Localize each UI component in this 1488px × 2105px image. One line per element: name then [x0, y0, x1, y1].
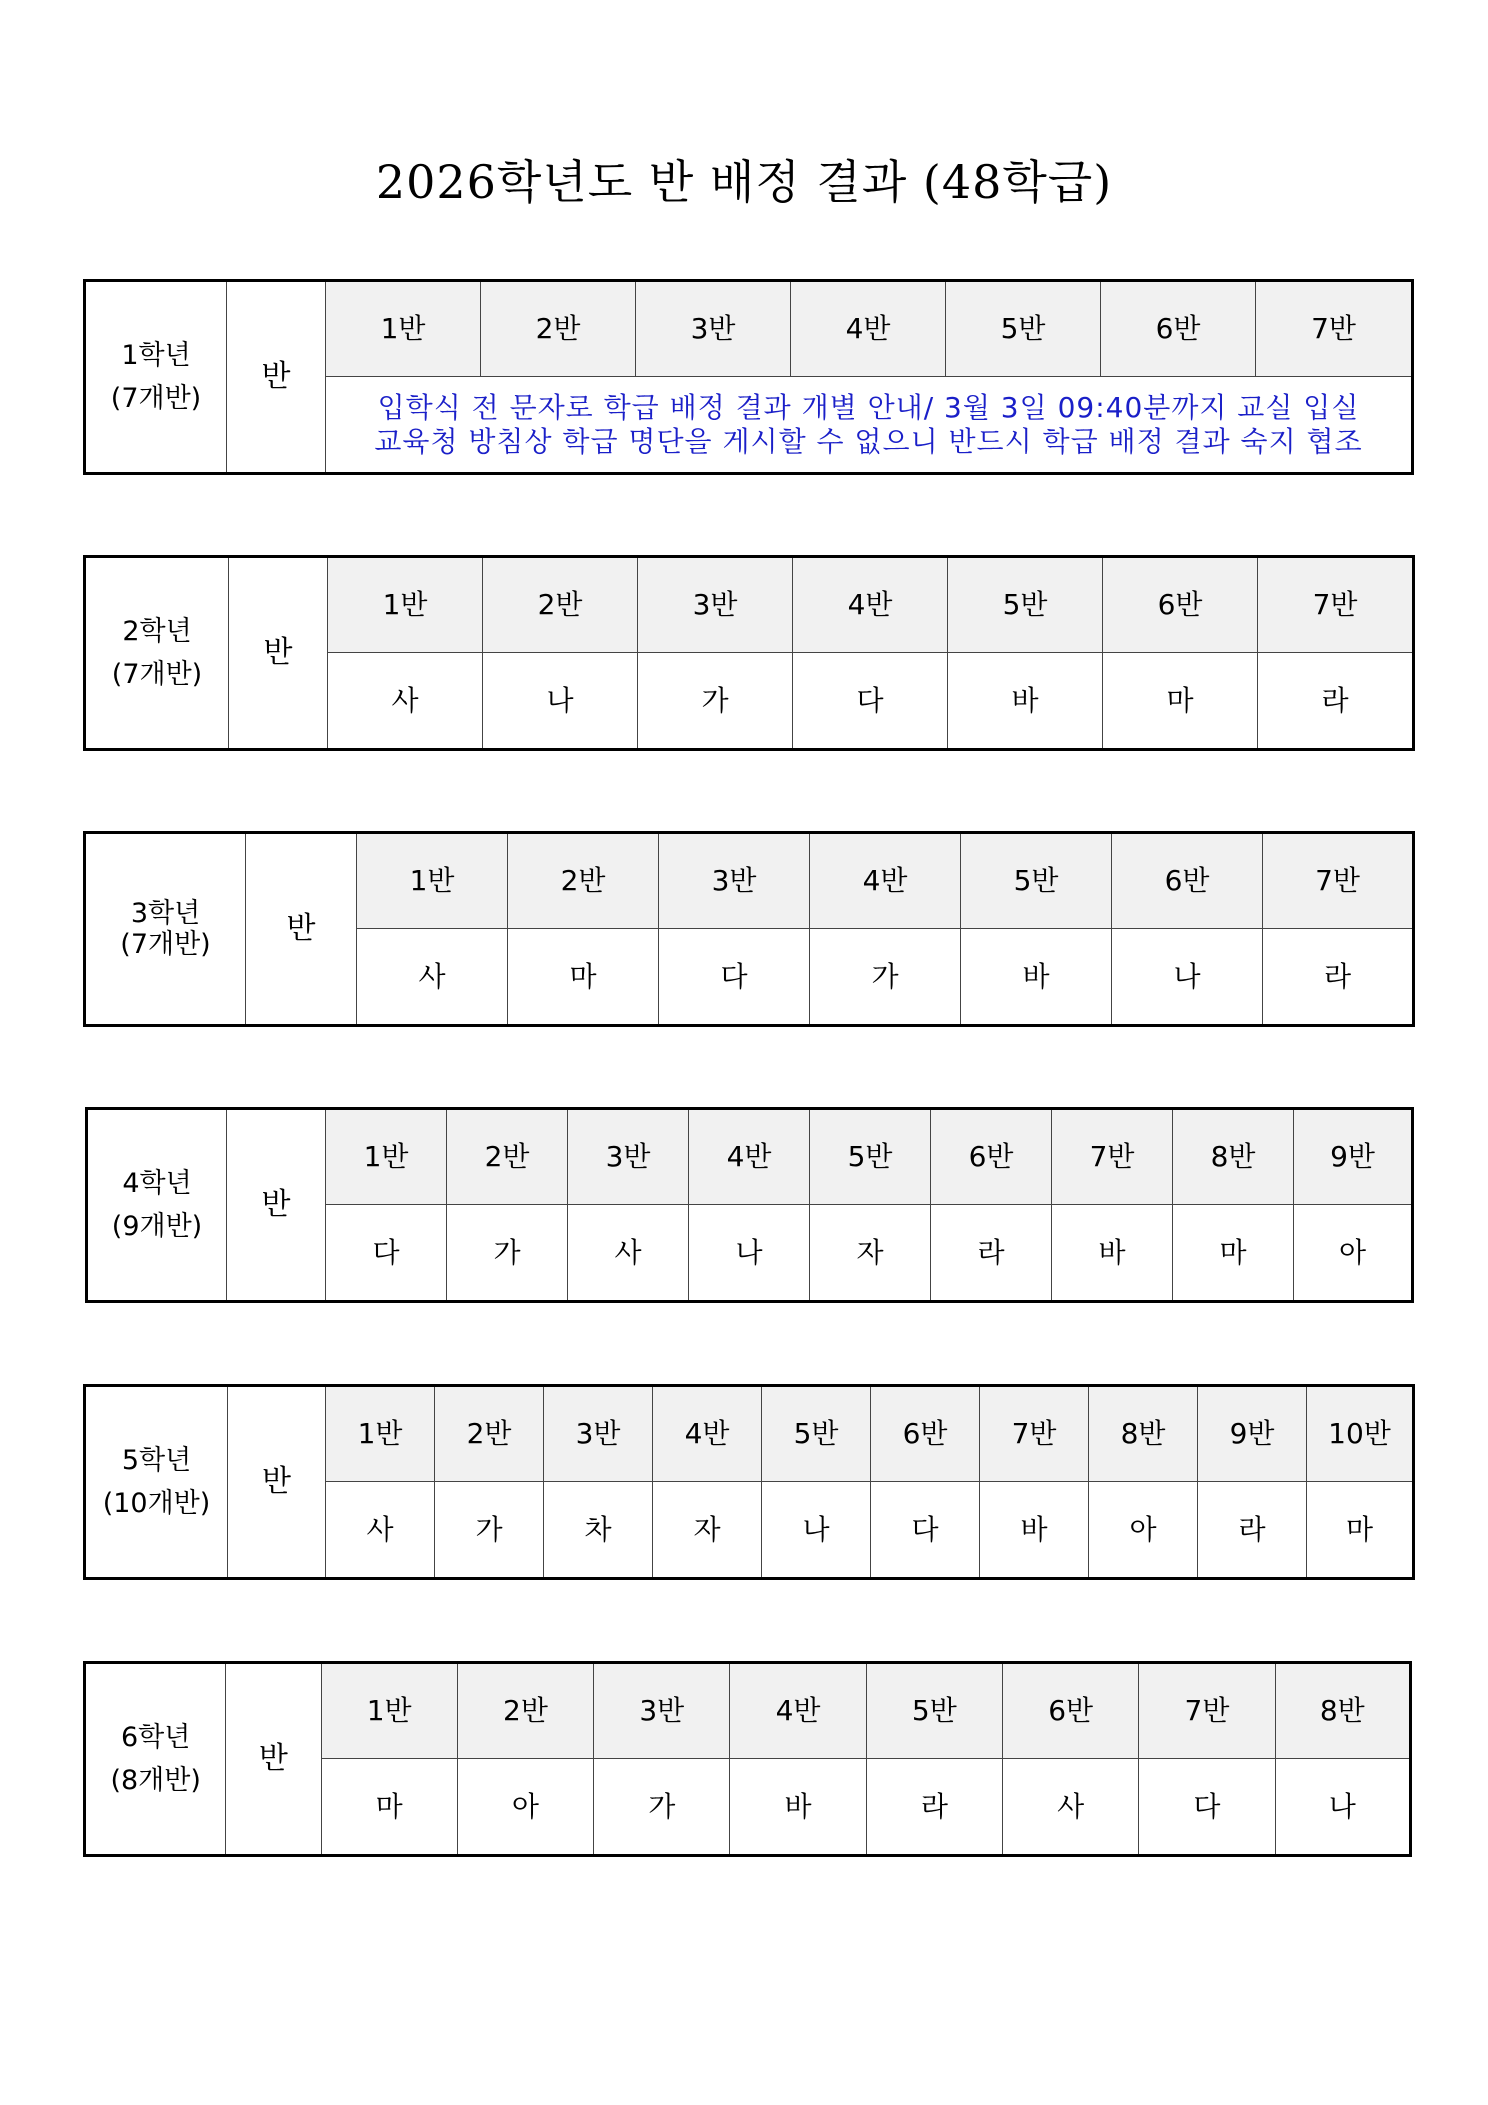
class-assignment: 마: [1173, 1205, 1294, 1302]
class-header: 6반: [1103, 557, 1258, 653]
class-assignment: 나: [689, 1205, 810, 1302]
grade-label: 1학년 (7개반): [85, 281, 227, 474]
class-header: 4반: [730, 1663, 866, 1759]
page-title: 2026학년도 반 배정 결과 (48학급): [375, 155, 1113, 209]
class-assignment: 자: [810, 1205, 931, 1302]
grade-label: 4학년 (9개반): [87, 1109, 227, 1302]
class-assignment: 마: [1103, 653, 1258, 750]
class-header: 4반: [810, 833, 961, 929]
class-header: 7반: [1052, 1109, 1173, 1205]
class-header: 6반: [1101, 281, 1256, 377]
ban-header: 반: [246, 833, 357, 1026]
class-header: 2반: [508, 833, 659, 929]
class-header: 4반: [653, 1386, 762, 1482]
class-header: 4반: [791, 281, 946, 377]
notice-line: 교육청 방침상 학급 명단을 게시할 수 없으니 반드시 학급 배정 결과 숙지 협조: [374, 424, 1363, 458]
ban-header: 반: [228, 1386, 326, 1579]
class-assignment: 바: [1052, 1205, 1173, 1302]
class-header: 4반: [793, 557, 948, 653]
grade-2-table: [83, 555, 1415, 751]
class-header: 7반: [980, 1386, 1089, 1482]
class-header: 6반: [931, 1109, 1052, 1205]
class-assignment: 나: [1275, 1759, 1410, 1856]
grade-4-table: [85, 1107, 1414, 1303]
class-assignment: 바: [730, 1759, 866, 1856]
class-assignment: 자: [653, 1482, 762, 1579]
class-assignment: 다: [1139, 1759, 1275, 1856]
class-header: 3반: [638, 557, 793, 653]
class-header: 6반: [871, 1386, 980, 1482]
class-header: 8반: [1089, 1386, 1198, 1482]
class-assignment: 라: [1258, 653, 1414, 750]
class-assignment: 라: [866, 1759, 1002, 1856]
class-header: 5반: [810, 1109, 931, 1205]
class-header: 6반: [1003, 1663, 1139, 1759]
class-header: 7반: [1258, 557, 1414, 653]
class-header: 7반: [1139, 1663, 1275, 1759]
ban-header: 반: [226, 1663, 321, 1856]
class-header: 5반: [866, 1663, 1002, 1759]
class-header: 5반: [762, 1386, 871, 1482]
class-assignment: 마: [321, 1759, 457, 1856]
class-header: 5반: [948, 557, 1103, 653]
class-assignment: 차: [544, 1482, 653, 1579]
class-header: 2반: [481, 281, 636, 377]
class-assignment: 아: [457, 1759, 593, 1856]
class-assignment: 다: [871, 1482, 980, 1579]
notice-line: 입학식 전 문자로 학급 배정 결과 개별 안내/ 3월 3일 09:40분까지 교실 입실: [377, 390, 1360, 424]
class-assignment: 마: [508, 929, 659, 1026]
class-header: 7반: [1263, 833, 1414, 929]
class-assignment: 아: [1089, 1482, 1198, 1579]
class-header: 1반: [321, 1663, 457, 1759]
class-header: 3반: [636, 281, 791, 377]
class-header: 1반: [326, 1386, 435, 1482]
grade-label: 5학년 (10개반): [85, 1386, 228, 1579]
class-header: 3반: [659, 833, 810, 929]
class-assignment: 사: [326, 1482, 435, 1579]
class-header: 5반: [961, 833, 1112, 929]
ban-header: 반: [229, 557, 328, 750]
class-header: 2반: [483, 557, 638, 653]
class-assignment: 사: [328, 653, 483, 750]
class-assignment: 가: [447, 1205, 568, 1302]
class-assignment: 라: [931, 1205, 1052, 1302]
class-assignment: 다: [793, 653, 948, 750]
class-assignment: 라: [1263, 929, 1414, 1026]
class-assignment: 사: [1003, 1759, 1139, 1856]
class-header: 7반: [1256, 281, 1413, 377]
ban-header: 반: [227, 281, 326, 474]
class-header: 6반: [1112, 833, 1263, 929]
class-header: 8반: [1275, 1663, 1410, 1759]
class-assignment: 나: [762, 1482, 871, 1579]
class-assignment: 바: [980, 1482, 1089, 1579]
class-header: 2반: [457, 1663, 593, 1759]
class-assignment: 바: [948, 653, 1103, 750]
grade-label: 2학년 (7개반): [85, 557, 229, 750]
class-assignment: 나: [1112, 929, 1263, 1026]
class-header: 4반: [689, 1109, 810, 1205]
class-assignment: 바: [961, 929, 1112, 1026]
class-header: 2반: [447, 1109, 568, 1205]
grade-label: 3학년 (7개반): [85, 833, 246, 1026]
class-assignment: 가: [594, 1759, 730, 1856]
class-header: 1반: [328, 557, 483, 653]
class-header: 9반: [1198, 1386, 1307, 1482]
class-assignment: 사: [357, 929, 508, 1026]
class-header: 2반: [435, 1386, 544, 1482]
class-assignment: 나: [483, 653, 638, 750]
class-header: 1반: [357, 833, 508, 929]
class-header: 8반: [1173, 1109, 1294, 1205]
notice-cell: [326, 377, 1413, 474]
class-header: 3반: [544, 1386, 653, 1482]
class-assignment: 가: [810, 929, 961, 1026]
grade-1-table: [83, 279, 1414, 475]
class-header: 5반: [946, 281, 1101, 377]
class-header: 1반: [326, 281, 481, 377]
class-assignment: 라: [1198, 1482, 1307, 1579]
ban-header: 반: [227, 1109, 326, 1302]
class-assignment: 마: [1307, 1482, 1414, 1579]
grade-label: 6학년 (8개반): [85, 1663, 226, 1856]
class-assignment: 사: [568, 1205, 689, 1302]
grade-3-table: [83, 831, 1415, 1027]
class-header: 9반: [1294, 1109, 1413, 1205]
class-assignment: 다: [326, 1205, 447, 1302]
class-header: 3반: [568, 1109, 689, 1205]
class-header: 10반: [1307, 1386, 1414, 1482]
grade-6-table: [83, 1661, 1412, 1857]
class-assignment: 아: [1294, 1205, 1413, 1302]
grade-5-table: [83, 1384, 1415, 1580]
class-assignment: 가: [435, 1482, 544, 1579]
class-header: 3반: [594, 1663, 730, 1759]
class-assignment: 가: [638, 653, 793, 750]
class-header: 1반: [326, 1109, 447, 1205]
class-assignment: 다: [659, 929, 810, 1026]
